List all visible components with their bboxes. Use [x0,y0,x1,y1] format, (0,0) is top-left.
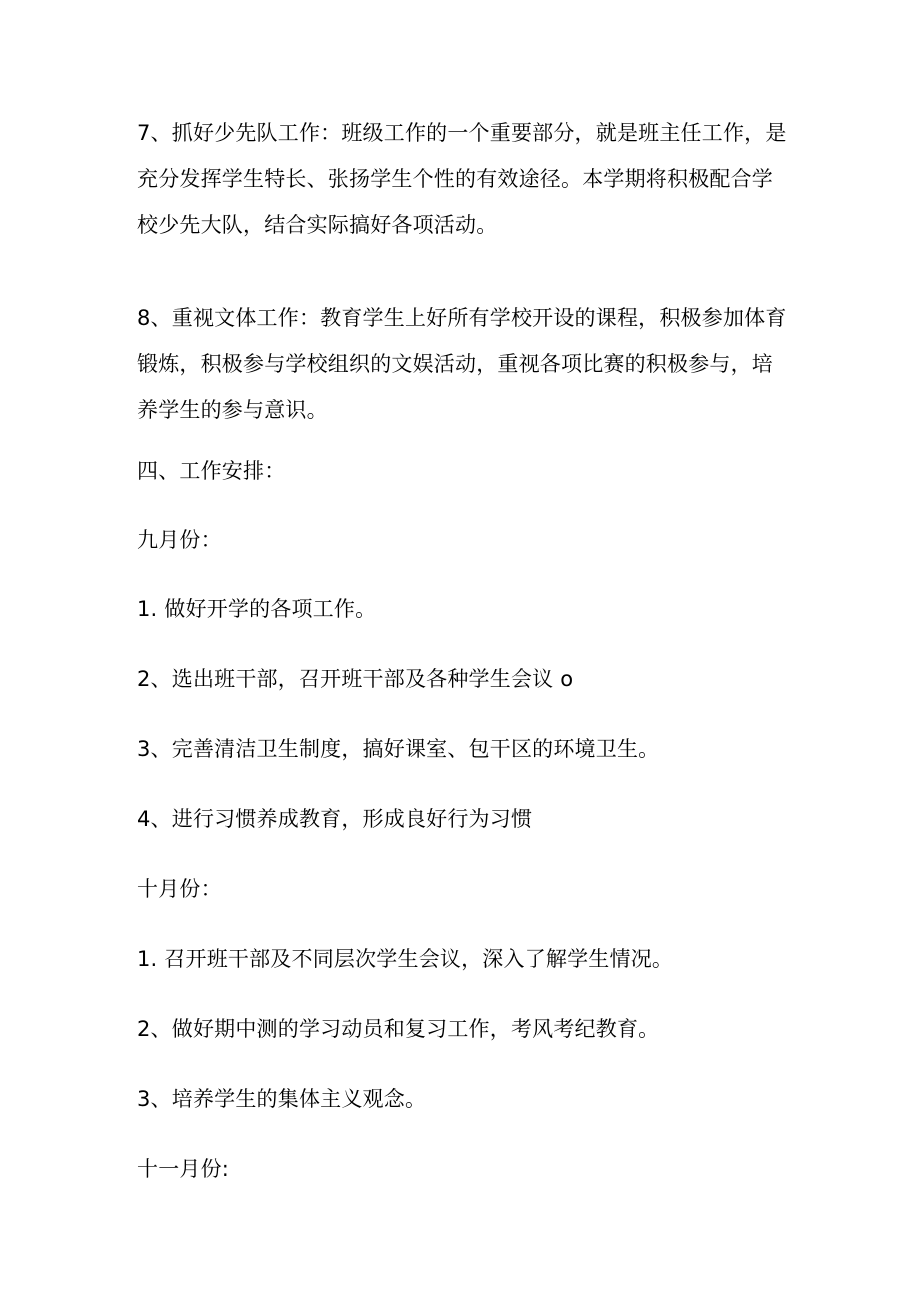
month-heading-october: 十月份： [137,877,222,901]
list-item: 4、进行习惯养成教育，形成良好行为习惯 [137,807,533,831]
month-heading-september: 九月份： [137,528,222,552]
section-heading-work-arrangement: 四、工作安排： [137,459,286,483]
list-item: 1. 召开班干部及不同层次学生会议，深入了解学生情况。 [137,947,674,971]
list-item: 3、培养学生的集体主义观念。 [137,1087,427,1111]
list-item: 1. 做好开学的各项工作。 [137,597,377,621]
list-item: 3、完善清洁卫生制度，搞好课室、包干区的环境卫生。 [137,737,660,761]
month-heading-november: 十一月份: [137,1157,230,1181]
paragraph-item-8: 8、重视文体工作：教育学生上好所有学校开设的课程，积极参加体育锻炼，积极参与学校组织的文娱活动，重视各项比赛的积极参与，培养学生的参与意识。 [137,306,787,422]
paragraph-item-7: 7、抓好少先队工作：班级工作的一个重要部分，就是班主任工作，是充分发挥学生特长、张扬学生个性的有效途径。本学期将积极配合学校少先大队，结合实际搞好各项活动。 [137,121,787,237]
list-item: 2、做好期中测的学习动员和复习工作，考风考纪教育。 [137,1017,660,1041]
list-item: 2、选出班干部，召开班干部及各种学生会议 o [137,667,574,691]
